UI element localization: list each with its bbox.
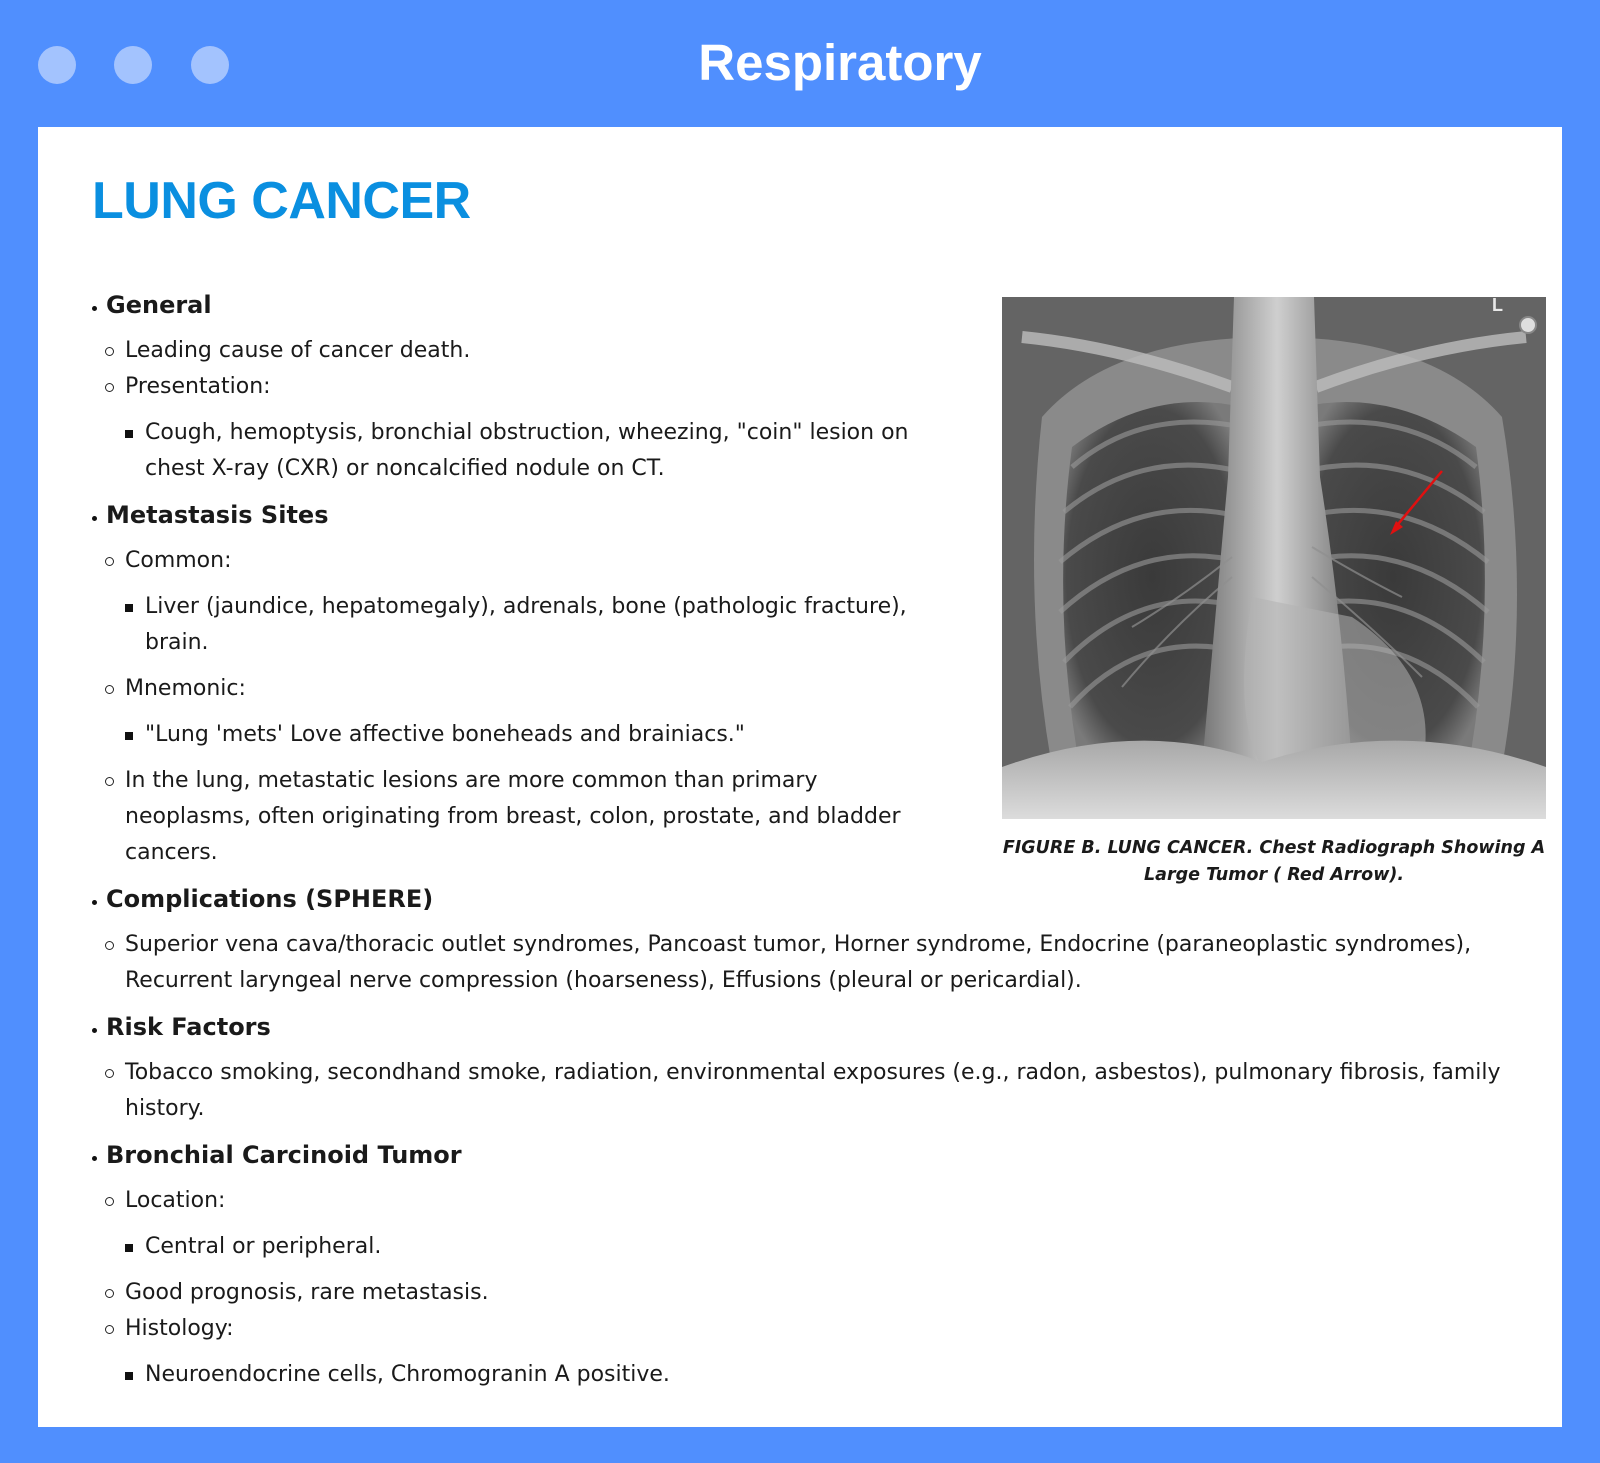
window-title: Respiratory [698,34,982,91]
sub-list-item: "Lung 'mets' Love affective boneheads and brainiacs." [92,717,965,753]
list-item: Tobacco smoking, secondhand smoke, radiation, environmental exposures (e.g., radon, asbestos), pulmonary fibrosis, family history. [92,1055,1532,1127]
sub-list-item: Neuroendocrine cells, Chromogranin A positive. [92,1357,1532,1393]
list-item: Location: [92,1183,1532,1219]
list-item: Good prognosis, rare metastasis. [92,1275,1532,1311]
list-item: In the lung, metastatic lesions are more common than primary neoplasms, often originating from breast, colon, prostate, and bladder cancers. [92,763,945,871]
list-item: Common: [92,543,1532,579]
sub-list-item: Cough, hemoptysis, bronchial obstruction, wheezing, "coin" lesion on chest X-ray (CXR) or noncalcified nodule on CT. [92,415,965,487]
figure [1002,297,1546,889]
window-titlebar [0,0,1600,127]
list-item: Mnemonic: [92,671,1532,707]
figure-caption: FIGURE B. LUNG CANCER. Chest Radiograph Showing A Large Tumor ( Red Arrow). [1002,838,1546,885]
section-heading-carcinoid: Bronchial Carcinoid Tumor [92,1137,1532,1173]
chest-xray-image [1002,297,1546,819]
list-item: Presentation: [92,369,1532,405]
xray-marker-label: L [1492,297,1503,315]
xray-marker-dot [1520,317,1536,333]
list-item: Superior vena cava/thoracic outlet syndromes, Pancoast tumor, Horner syndrome, Endocrine (paraneoplastic syndromes), Recurrent laryngeal nerve compression (hoarseness), Effusions (pleural or pericardial). [92,927,1532,999]
list-item: Leading cause of cancer death. [92,333,1532,369]
page-title: LUNG CANCER [92,172,471,230]
list-item: Histology: [92,1311,1532,1347]
section-heading-general: General [92,287,1532,323]
sub-list-item: Liver (jaundice, hepatomegaly), adrenals, bone (pathologic fracture), brain. [92,589,965,661]
section-heading-risk-factors: Risk Factors [92,1009,1532,1045]
section-heading-metastasis: Metastasis Sites [92,497,1532,533]
section-heading-complications: Complications (SPHERE) [92,881,1532,917]
sub-list-item: Central or peripheral. [92,1229,1532,1265]
